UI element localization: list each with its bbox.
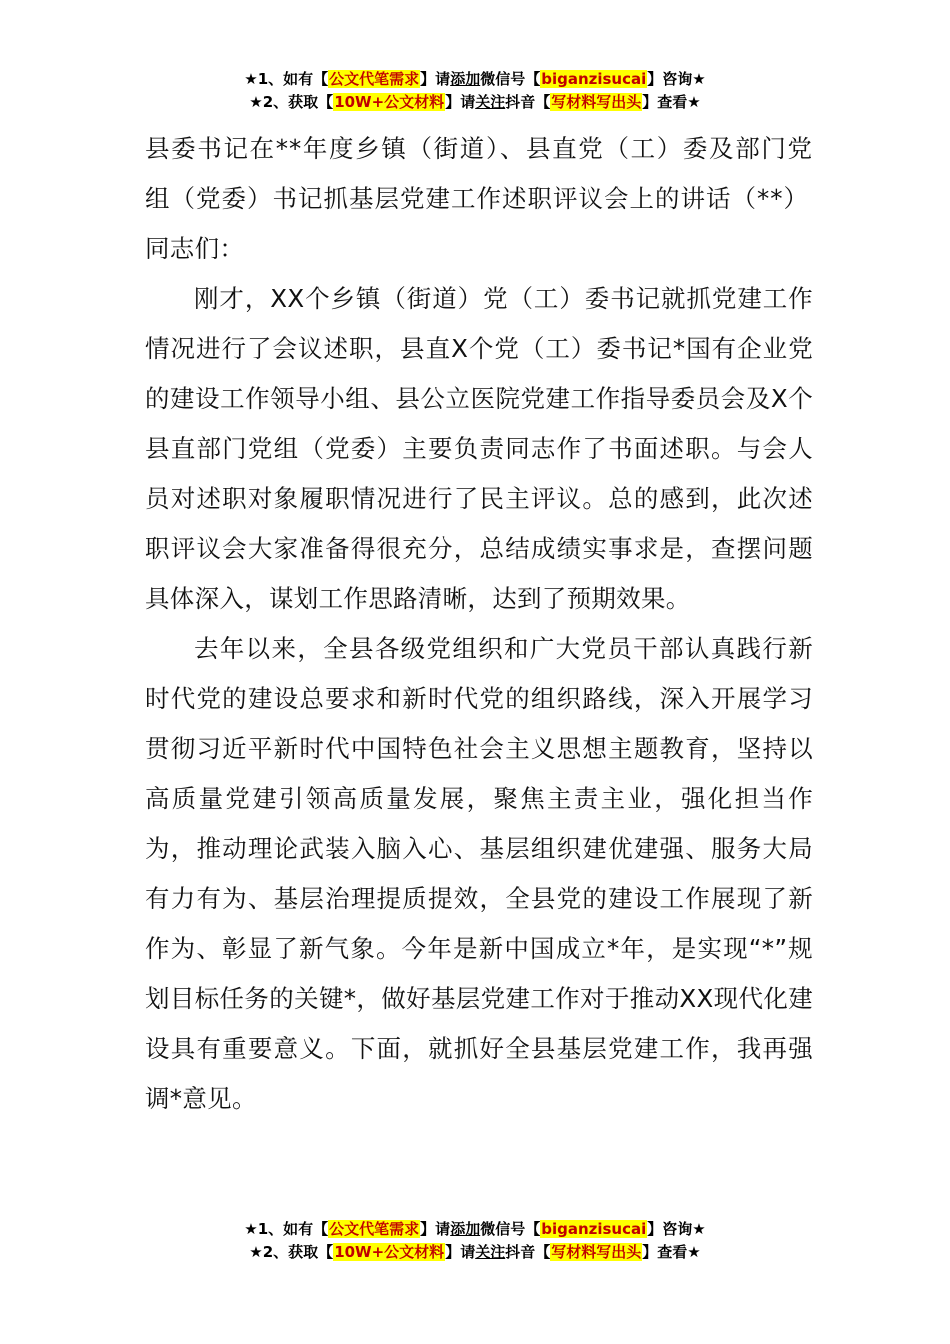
highlight-wechat-id: biganzisucai	[541, 1220, 647, 1238]
highlight-douyin-account: 写材料写出头	[551, 93, 642, 111]
promo-line-2: ★2、获取【10W+公文材料】请关注抖音【写材料写出头】查看★	[249, 1243, 701, 1261]
document-title: 县委书记在**年度乡镇（街道）、县直党（工）委及部门党组（党委）书记抓基层党建工作述职评议会上的讲话（**）	[145, 134, 813, 213]
promo-line-1: ★1、如有【公文代笔需求】请添加微信号【biganzisucai】咨询★	[244, 1220, 706, 1238]
paragraph-1: 刚才，XX个乡镇（街道）党（工）委书记就抓党建工作情况进行了会议述职，县直X个党（工）委书记*国有企业党的建设工作领导小组、县公立医院党建工作指导委员会及X个县直部门党组（党委）主要负责同志作了书面述职。与会人员对述职对象履职情况进行了民主评议。总的感到，此次述职评议会大家准备得很充分，总结成绩实事求是，查摆问题具体深入，谋划工作思路清晰，达到了预期效果。	[145, 284, 813, 613]
highlight-materials: 10W+公文材料	[334, 93, 445, 111]
paragraph-2: 去年以来，全县各级党组织和广大党员干部认真践行新时代党的建设总要求和新时代党的组织路线，深入开展学习贯彻习近平新时代中国特色社会主义思想主题教育，坚持以高质量党建引领高质量发展，聚焦主责主业，强化担当作为，推动理论武装入脑入心、基层组织建优建强、服务大局有力有为、基层治理提质提效，全县党的建设工作展现了新作为、彰显了新气象。今年是新中国成立*年，是实现“*”规划目标任务的关键*，做好基层党建工作对于推动XX现代化建设具有重要意义。下面，就抓好全县基层党建工作，我再强调*意见。	[145, 634, 813, 1113]
document-body	[145, 124, 813, 1124]
highlight-materials: 10W+公文材料	[334, 1243, 445, 1261]
promo-banner-bottom	[0, 1218, 950, 1264]
promo-line-1: ★1、如有【公文代笔需求】请添加微信号【biganzisucai】咨询★	[244, 70, 706, 88]
highlight-wechat-id: biganzisucai	[541, 70, 647, 88]
salutation: 同志们：	[145, 234, 245, 263]
highlight-douyin-account: 写材料写出头	[551, 1243, 642, 1261]
promo-line-2: ★2、获取【10W+公文材料】请关注抖音【写材料写出头】查看★	[249, 93, 701, 111]
promo-banner-top	[0, 68, 950, 114]
highlight-writing-service: 公文代笔需求	[329, 1220, 420, 1238]
highlight-writing-service: 公文代笔需求	[329, 70, 420, 88]
